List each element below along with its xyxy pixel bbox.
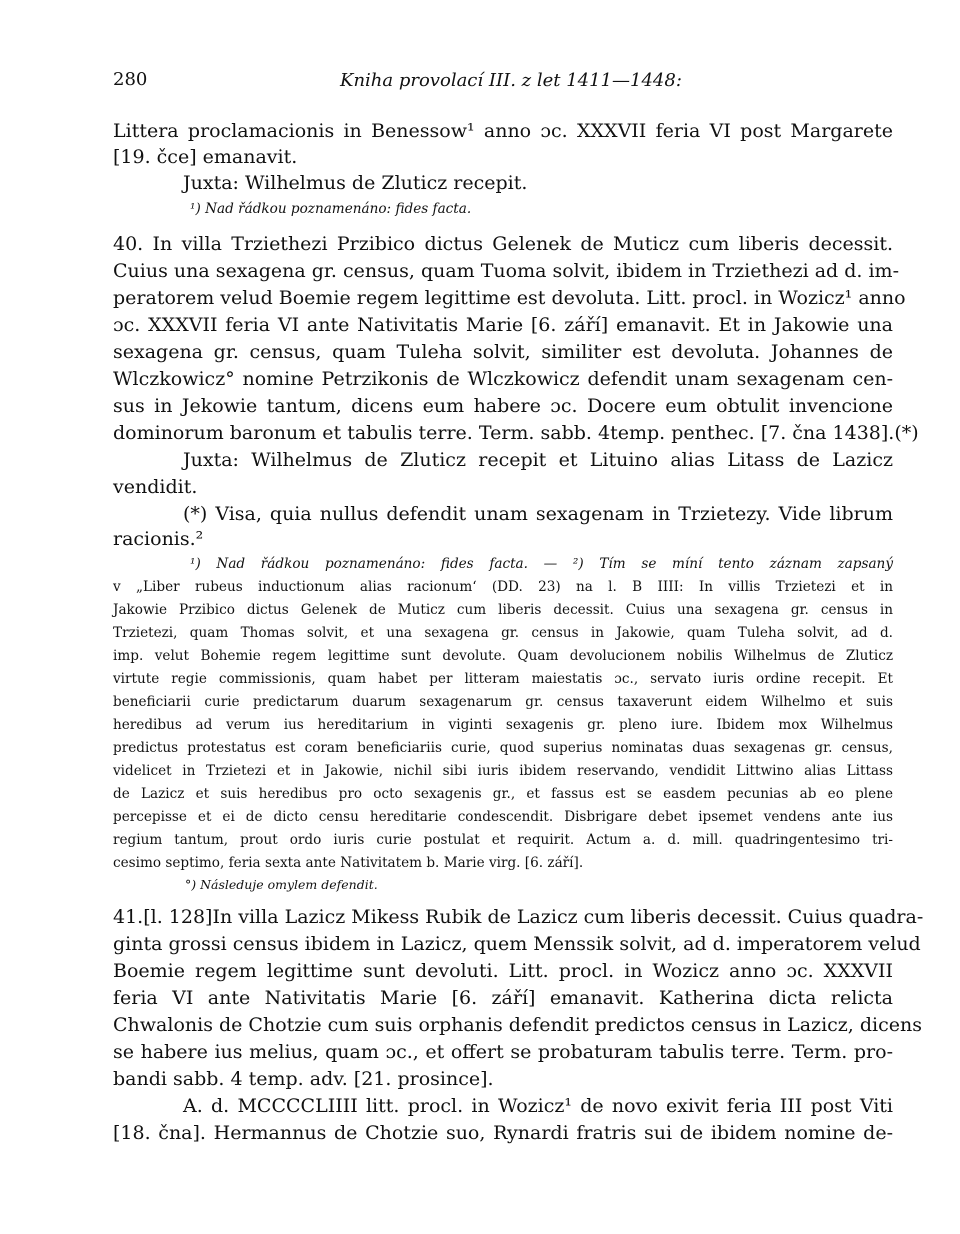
footnote-line: regium tantum, prout ordo iuris curie postulat et requirit. Actum a. d. mill. quadringentesimo tri- [113,832,893,848]
footnote-line: de Lazicz et suis heredibus pro octo sexagenis gr., et fassus est se easdem pecunias ab eo plene [113,786,893,802]
text-line: ginta grossi census ibidem in Lazicz, quem Menssik solvit, ad d. imperatorem velud [113,933,921,955]
footnote-line: percepisse et ei de dicto censu hereditarie condescendit. Disbrigare debet ipsemet vendens ante ius [113,809,893,825]
footnote-line: heredibus ad verum ius hereditarium in viginti sexagenis gr. pleno iure. Ibidem mox Wilhelmus [113,717,893,733]
running-title: Kniha provolací III. z let 1411—1448: [340,70,682,91]
footnote-line: Trzietezi, quam Thomas solvit, et una sexagena gr. census in Jakowie, quam Tuleha solvit, ad d. [113,625,893,641]
text-line: sexagena gr. census, quam Tuleha solvit, similiter est devoluta. Johannes de [113,341,893,363]
entry-40-line: 40. In villa Trziethezi Przibico dictus Gelenek de Muticz cum liberis decessit. [113,233,893,255]
footnote-line: °) Následuje omylem defendit. [185,877,378,892]
text-line: bandi sabb. 4 temp. adv. [21. prosince]. [113,1068,494,1090]
text-line: Boemie regem legittime sunt devoluti. Litt. procl. in Wozicz anno ɔc. XXXVII [113,960,893,982]
footnote-line: virtute regie commissionis, quam habet per litteram maiestatis ɔc., servato iuris ordine recepit. Et [113,671,893,687]
text-line: [19. čce] emanavit. [113,146,298,168]
footnote-line: v „Liber rubeus inductionum alias racionum‘ (DD. 23) na l. B IIII: In villis Trzietezi et in [113,579,893,595]
entry-41-line: 41.[l. 128]In villa Lazicz Mikess Rubik de Lazicz cum liberis decessit. Cuius quadra- [113,906,924,928]
juxta-line: Juxta: Wilhelmus de Zluticz recepit et Lituino alias Litass de Lazicz [183,449,893,471]
footnote-line: imp. velut Bohemie regem legittime sunt devolute. Quam devolucionem nobilis Wilhelmus de Zluticz [113,648,893,664]
footnote-line: ¹) Nad řádkou poznamenáno: fides facta. — ²) Tím se míní tento záznam zapsaný [190,556,893,572]
text-line: racionis.² [113,528,204,550]
text-line: ɔc. XXXVII feria VI ante Nativitatis Marie [6. září] emanavit. Et in Jakowie una [113,314,893,336]
text-line: vendidit. [113,476,198,498]
text-line: peratorem velud Boemie regem legittime est devoluta. Litt. procl. in Wozicz¹ anno [113,287,906,309]
text-line: [18. čna]. Hermannus de Chotzie suo, Rynardi fratris sui de ibidem nomine de- [113,1122,893,1144]
text-line: Chwalonis de Chotzie cum suis orphanis defendit predictos census in Lazicz, dicens [113,1014,922,1036]
text-line: sus in Jekowie tantum, dicens eum habere ɔc. Docere eum obtulit invencione [113,395,893,417]
text-line: dominorum baronum et tabulis terre. Term. sabb. 4temp. penthec. [7. čna 1438].(*) [113,422,919,444]
page-number: 280 [113,69,148,90]
footnote-line: ¹) Nad řádkou poznamenáno: fides facta. [190,201,472,217]
text-line: (*) Visa, quia nullus defendit unam sexagenam in Trzietezy. Vide librum [183,503,893,525]
footnote-line: Jakowie Przibico dictus Gelenek de Muticz cum liberis decessit. Cuius una sexagena gr. census in [113,602,893,618]
text-line: se habere ius melius, quam ɔc., et offert se probaturam tabulis terre. Term. pro- [113,1041,893,1063]
footnote-line: videlicet in Trzietezi et in Jakowie, nichil sibi iuris ibidem reservando, vendidit Littwino alias Littass [113,763,893,779]
text-line: Littera proclamacionis in Benessow¹ anno ɔc. XXXVII feria VI post Margarete [113,120,893,142]
juxta-line: Juxta: Wilhelmus de Zluticz recepit. [183,172,528,194]
text-line: A. d. MCCCCLIIII litt. procl. in Wozicz¹ de novo exivit feria III post Viti [183,1095,893,1117]
footnote-line: beneficiarii curie predictarum duarum sexagenarum gr. census taxaverunt eidem Wilhelmo et suis [113,694,893,710]
text-line: Wlczkowicz° nomine Petrzikonis de Wlczkowicz defendit unam sexagenam cen- [113,368,893,390]
footnote-line: cesimo septimo, feria sexta ante Nativitatem b. Marie virg. [6. září]. [113,855,584,871]
text-line: Cuius una sexagena gr. census, quam Tuoma solvit, ibidem in Trziethezi ad d. im- [113,260,899,282]
footnote-line: predictus protestatus est coram beneficiariis curie, quod superius nominatas duas sexagenas gr. census, [113,740,893,756]
text-line: feria VI ante Nativitatis Marie [6. září] emanavit. Katherina dicta relicta [113,987,893,1009]
